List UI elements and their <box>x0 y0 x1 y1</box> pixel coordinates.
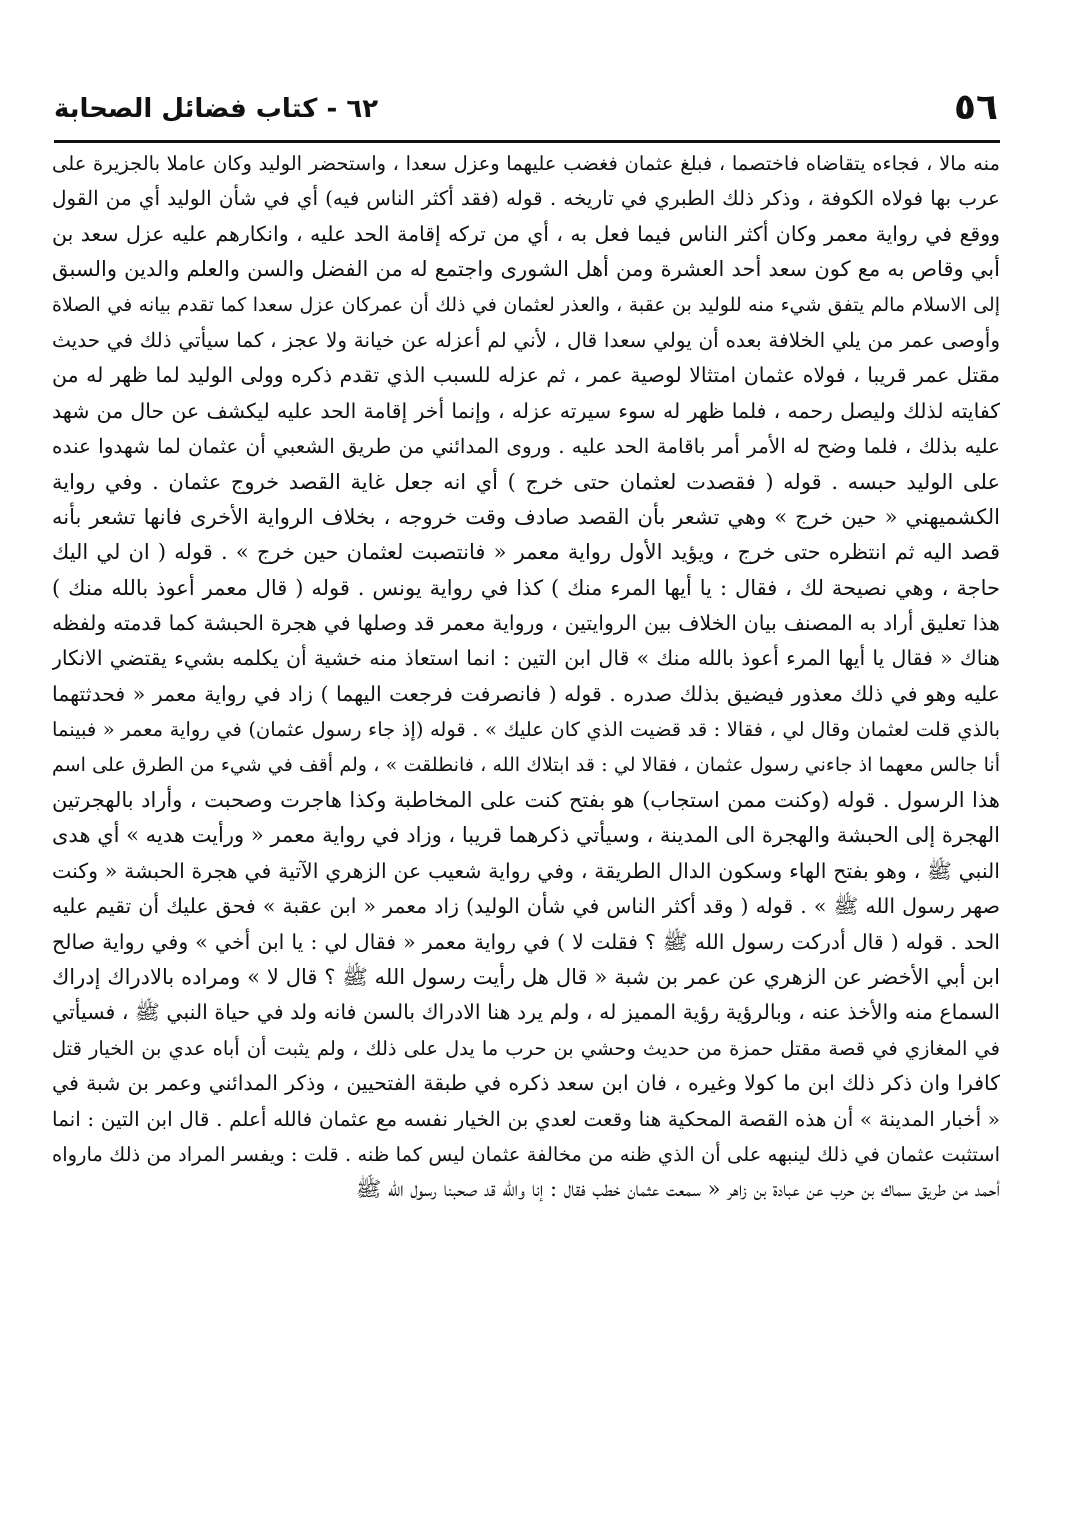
text-line: قصد اليه ثم انتظره حتى خرج ، ويؤيد الأول رواية معمر « فانتصبت لعثمان حين خرج » . قوله ( ان لي اليك <box>52 540 1000 565</box>
text-line: عرب بها فولاه الكوفة ، وذكر ذلك الطبري في تاريخه . قوله (فقد أكثر الناس فيه) أي في شأن الوليد أي من القول <box>52 186 1000 211</box>
header-rule <box>54 140 1000 143</box>
text-line: هناك « فقال يا أيها المرء أعوذ بالله منك » قال ابن التين : انما استعاذ منه خشية أن يكلمه بشيء يقتضي الانكار <box>52 646 1000 671</box>
text-line: استثبت عثمان في ذلك لينبهه على أن الذي ظنه من مخالفة عثمان ليس كما ظنه . قلت : ويفسر المراد من ذلك مارواه <box>52 1142 1000 1166</box>
text-line: كفايته لذلك وليصل رحمه ، فلما ظهر له سوء سيرته عزله ، وإنما أخر إقامة الحد عليه ليكشف عن حال من شهد <box>52 398 1000 423</box>
running-title: ٦٢ - كتاب فضائل الصحابة <box>54 94 379 124</box>
text-line: الحد . قوله ( قال أدركت رسول الله ﷺ ؟ فقلت لا ) في رواية معمر « فقال لي : يا ابن أخي » وفي رواية صالح <box>52 929 1000 954</box>
text-line: حاجة ، وهي نصيحة لك ، فقال : يا أيها المرء منك ) كذا في رواية يونس . قوله ( قال معمر أعوذ بالله منك ) <box>52 575 1000 600</box>
text-line: عليه بذلك ، فلما وضح له الأمر أمر باقامة الحد عليه . وروى المدائني من طريق الشعبي أن عثمان لما شهدوا عنده <box>52 434 1000 459</box>
text-line: وأوصى عمر من يلي الخلافة بعده أن يولي سعدا قال ، لأني لم أعزله عن خيانة ولا عجز ، كما سيأتي ذلك في حديث <box>52 327 1000 352</box>
text-line: منه مالا ، فجاءه يتقاضاه فاختصما ، فبلغ عثمان فغضب عليهما وعزل سعدا ، واستحضر الوليد وكان عاملا بالجزيرة على <box>52 152 1000 175</box>
text-line: عليه وهو في ذلك معذور فيضيق بذلك صدره . قوله ( فانصرفت فرجعت اليهما ) زاد في رواية معمر « فحدثتهما <box>52 681 1000 706</box>
text-line: « أخبار المدينة » أن هذه القصة المحكية هنا وقعت لعدي بن الخيار نفسه مع عثمان فالله أعلم . قال ابن التين : انما <box>52 1106 1000 1131</box>
text-line: صهر رسول الله ﷺ » . قوله ( وقد أكثر الناس في شأن الوليد) زاد معمر « ابن عقبة » فحق عليك أن تقيم عليه <box>52 894 1000 919</box>
text-line: أنا جالس معهما اذ جاءني رسول عثمان ، فقالا لي : قد ابتلاك الله ، فانطلقت » ، ولم أقف في شيء من الطرق على اسم <box>52 753 1000 776</box>
text-line: مقتل عمر قريبا ، فولاه عثمان امتثالا لوصية عمر ، ثم عزله للسبب الذي تقدم ذكره وولى الوليد لما ظهر له من <box>52 363 1000 388</box>
text-line: السماع منه والأخذ عنه ، وبالرؤية رؤية المميز له ، ولم يرد هنا الادراك بالسن فانه ولد في حياة النبي ﷺ ، فسيأتي <box>52 1000 1000 1025</box>
page-number: ٥٦ <box>954 87 998 128</box>
text-line: على الوليد حبسه . قوله ( فقصدت لعثمان حتى خرج ) أي انه جعل غاية القصد خروج عثمان . وفي رواية <box>52 469 1000 494</box>
text-line: ابن أبي الأخضر عن الزهري عن عمر بن شبة « قال هل رأيت رسول الله ﷺ ؟ قال لا » ومراده بالادراك إدراك <box>52 964 1000 989</box>
page-header <box>54 86 998 134</box>
text-line: بالذي قلت لعثمان وقال لي ، فقالا : قد قضيت الذي كان عليك » . قوله (إذ جاء رسول عثمان) في رواية معمر « فبينما <box>52 718 1000 742</box>
text-line: كافرا وان ذكر ذلك ابن ما كولا وغيره ، فان ابن سعد ذكره في طبقة الفتحيين ، وذكر المدائني وعمر بن شبة في <box>52 1071 1000 1096</box>
body-text <box>52 146 1000 1208</box>
text-line: إلى الاسلام مالم يتفق شيء منه للوليد بن عقبة ، والعذر لعثمان في ذلك أن عمركان عزل سعدا كما تقدم بيانه في الصلاة <box>52 293 1000 316</box>
text-line: أبي وقاص به مع كون سعد أحد العشرة ومن أهل الشورى واجتمع له من الفضل والسن والعلم والدين والسبق <box>52 257 1000 282</box>
text-line: الهجرة إلى الحبشة والهجرة الى المدينة ، وسيأتي ذكرهما قريبا ، وزاد في رواية معمر « ورأيت هديه » أي هدى <box>52 823 1000 848</box>
text-line: النبي ﷺ ، وهو بفتح الهاء وسكون الدال الطريقة ، وفي رواية شعيب عن الزهري الآتية في هجرة الحبشة « وكنت <box>52 858 1000 883</box>
text-line: أحمد من طريق سماك بن حرب عن عبادة بن زاهر « سمعت عثمان خطب فقال : إنا والله قد صحبنا رسول الله ﷺ <box>355 1177 1000 1202</box>
text-line: الكشميهني « حين خرج » وهي تشعر بأن القصد صادف وقت خروجه ، بخلاف الرواية الأخرى فانها تشعر بأنه <box>52 504 1000 529</box>
text-line: في المغازي في قصة مقتل حمزة من حديث وحشي بن حرب ما يدل على ذلك ، ولم يثبت أن أباه عدي بن الخيار قتل <box>52 1036 1000 1060</box>
text-line: هذا تعليق أراد به المصنف بيان الخلاف بين الروايتين ، ورواية معمر قد وصلها في هجرة الحبشة كما قدمته ولفظه <box>52 611 1000 636</box>
text-line: هذا الرسول . قوله (وكنت ممن استجاب) هو بفتح كنت على المخاطبة وكذا هاجرت وصحبت ، وأراد بالهجرتين <box>52 788 1000 813</box>
text-line: ووقع في رواية معمر وكان أكثر الناس فيما فعل به ، أي من تركه إقامة الحد عليه ، وانكارهم عليه عزل سعد بن <box>52 221 1000 246</box>
